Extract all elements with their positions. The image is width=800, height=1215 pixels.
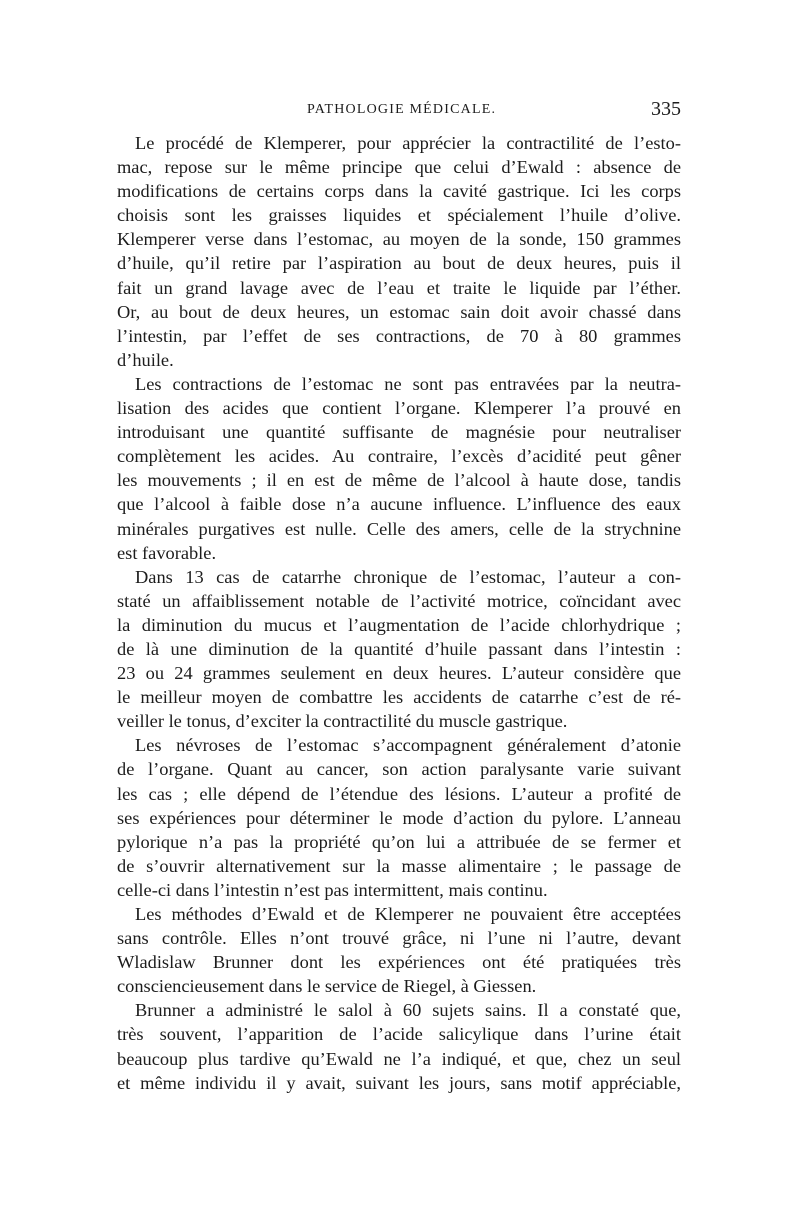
text-line: est favorable. xyxy=(117,542,217,563)
text-line: d’huile, qu’il retire par l’aspiration au bout de deux heures, puis il xyxy=(117,253,681,274)
text-line: Le procédé de Klemperer, pour apprécier la contractilité de l’esto- xyxy=(135,133,681,153)
text-line: ses expériences pour déterminer le mode d’action du pylore. L’anneau xyxy=(117,807,681,828)
text-line: pylorique n’a pas la propriété qu’on lui a attribuée de se fermer et xyxy=(117,831,681,852)
text-line: introduisant une quantité suffisante de magnésie pour neutraliser xyxy=(117,422,681,443)
text-line: Dans 13 cas de catarrhe chronique de l’estomac, l’auteur a con- xyxy=(135,566,681,587)
text-line: Les contractions de l’estomac ne sont pas entravées par la neutra- xyxy=(135,373,681,394)
text-line: de l’organe. Quant au cancer, son action paralysante varie suivant xyxy=(117,759,681,780)
text-line: que l’alcool à faible dose n’a aucune influence. L’influence des eaux xyxy=(117,494,681,515)
paragraph xyxy=(117,565,681,734)
paragraph xyxy=(117,902,681,998)
text-line: staté un affaiblissement notable de l’activité motrice, coïncidant avec xyxy=(117,590,681,611)
text-line: et même individu il y avait, suivant les jours, sans motif appréciable, xyxy=(117,1072,681,1093)
running-title: PATHOLOGIE MÉDICALE. xyxy=(307,102,497,117)
text-line: Or, au bout de deux heures, un estomac sain doit avoir chassé dans xyxy=(117,301,681,322)
text-line: d’huile. xyxy=(117,349,174,370)
text-line: fait un grand lavage avec de l’eau et traite le liquide par l’éther. xyxy=(117,277,681,298)
text-line: consciencieusement dans le service de Riegel, à Giessen. xyxy=(117,976,537,997)
text-line: de s’ouvrir alternativement sur la masse alimentaire ; le passage de xyxy=(117,855,681,876)
text-line: Brunner a administré le salol à 60 sujets sains. Il a constaté que, xyxy=(135,1000,681,1021)
text-line: celle-ci dans l’intestin n’est pas intermittent, mais continu. xyxy=(117,879,548,900)
text-line: mac, repose sur le même principe que celui d’Ewald : absence de xyxy=(117,157,681,178)
page-number: 335 xyxy=(651,98,681,120)
text-line: beaucoup plus tardive qu’Ewald ne l’a indiqué, et que, chez un seul xyxy=(117,1048,681,1069)
paragraph xyxy=(117,998,681,1094)
text-line: les mouvements ; il en est de même de l’alcool à haute dose, tandis xyxy=(117,470,681,491)
text-line: l’intestin, par l’effet de ses contractions, de 70 à 80 grammes xyxy=(117,325,681,346)
text-line: Les névroses de l’estomac s’accompagnent généralement d’atonie xyxy=(135,735,681,756)
text-line: complètement les acides. Au contraire, l’excès d’acidité peut gêner xyxy=(117,446,681,467)
text-line: les cas ; elle dépend de l’étendue des lésions. L’auteur a profité de xyxy=(117,783,681,804)
text-line: sans contrôle. Elles n’ont trouvé grâce, ni l’une ni l’autre, devant xyxy=(117,928,681,949)
text-line: Klemperer verse dans l’estomac, au moyen de la sonde, 150 grammes xyxy=(117,229,681,250)
running-head xyxy=(117,100,681,124)
text-line: choisis sont les graisses liquides et spécialement l’huile d’olive. xyxy=(117,205,681,226)
text-line: Les méthodes d’Ewald et de Klemperer ne pouvaient être acceptées xyxy=(135,904,681,924)
text-line: le meilleur moyen de combattre les accidents de catarrhe c’est de ré- xyxy=(117,687,681,708)
body-text xyxy=(117,131,681,1095)
paragraph xyxy=(117,733,681,902)
text-line: lisation des acides que contient l’organe. Klemperer l’a prouvé en xyxy=(117,398,681,419)
text-line: Wladislaw Brunner dont les expériences ont été pratiquées très xyxy=(117,952,681,973)
text-line: modifications de certains corps dans la cavité gastrique. Ici les corps xyxy=(117,181,681,202)
text-line: la diminution du mucus et l’augmentation de l’acide chlorhydrique ; xyxy=(117,614,681,635)
text-line: minérales purgatives est nulle. Celle des amers, celle de la strychnine xyxy=(117,518,681,539)
text-line: très souvent, l’apparition de l’acide salicylique dans l’urine était xyxy=(117,1024,681,1045)
paragraph xyxy=(117,131,681,372)
text-line: de là une diminution de la quantité d’huile passant dans l’intestin : xyxy=(117,638,681,659)
paragraph xyxy=(117,372,681,565)
text-line: veiller le tonus, d’exciter la contractilité du muscle gastrique. xyxy=(117,711,568,732)
text-line: 23 ou 24 grammes seulement en deux heures. L’auteur considère que xyxy=(117,663,681,684)
